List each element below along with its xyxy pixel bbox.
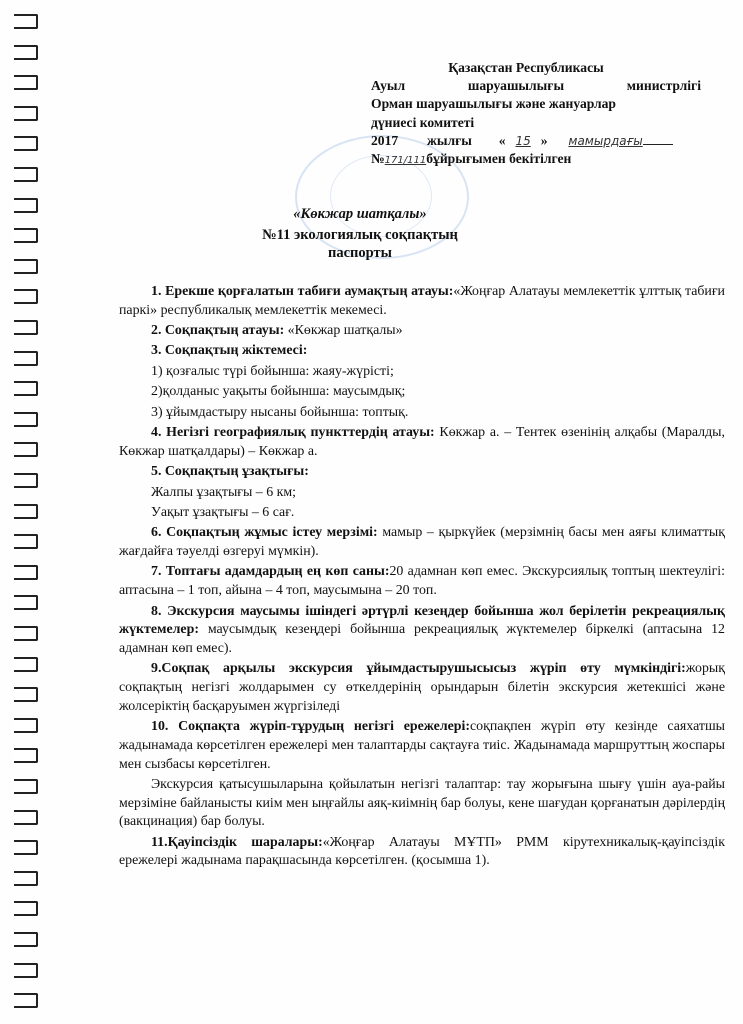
item-8: 8. Экскурсия маусымы ішіндегі әртүрлі кезеңдер бойынша жол берілетін рекреациялық жүктемелер: маусымдық кезеңдері бойынша рекреациялық жүктемелер біркелкі (аптасына 12 адамнан көп емес). (119, 603, 725, 656)
item-5: 5. Соқпақтың ұзақтығы: (151, 464, 309, 480)
binding-ring (14, 320, 38, 335)
item-3-line-3: 3) ұйымдастыру нысаны бойынша: топтық. (151, 404, 409, 420)
binding-ring (14, 136, 38, 151)
binding-ring (14, 963, 38, 978)
binding-ring (14, 228, 38, 243)
item-3-line-1: 1) қозғалыс түрі бойынша: жаяу-жүрісті; (151, 363, 394, 379)
binding-ring (14, 412, 38, 427)
binding-ring (14, 75, 38, 90)
binding-ring (14, 473, 38, 488)
binding-ring (14, 45, 38, 60)
ministry-line: Ауыл шаруашылығы министрлігі (371, 78, 701, 94)
binding-ring (14, 810, 38, 825)
item-5-line-1: Жалпы ұзақтығы – 6 км; (151, 484, 297, 500)
committee-line-2: дүниесі комитеті (371, 114, 475, 130)
handwritten-order-number: 171/111 (384, 155, 427, 167)
binding-ring (14, 840, 38, 855)
binding-ring (14, 289, 38, 304)
approval-block (371, 59, 701, 170)
binding-ring (14, 657, 38, 672)
item-11: 11.Қауіпсіздік шаралары:«Жоңғар Алатауы МҰТП» РММ кірутехникалық-қауіпсіздік ережелері жадынама парақшасында көрсетілген. (қосымша 1). (119, 834, 725, 869)
binding-ring (14, 932, 38, 947)
item-5-line-2: Уақыт ұзақтығы – 6 сағ. (151, 504, 295, 520)
binding-ring (14, 565, 38, 580)
binding-ring (14, 595, 38, 610)
item-7: 7. Топтағы адамдардың ең көп саны:20 адамнан көп емес. Экскурсиялық топтың шектеулігі: аптасына – 1 топ, айына – 4 топ, маусымына – 20 топ. (119, 564, 725, 599)
binding-ring (14, 871, 38, 886)
item-10-requirements: Экскурсия қатысушыларына қойылатын негізгі талаптар: тау жорығына шығу үшін ауа-райы мерзіміне байланысты киім мен ыңғайлы аяқ-киімнің бар болуы, кене шағудан қорғанатын дәрілердің (вакцинация) бар болуы. (119, 776, 725, 830)
binding-ring (14, 901, 38, 916)
binding-ring (14, 779, 38, 794)
binding-ring (14, 198, 38, 213)
spiral-binding (0, 0, 40, 1024)
item-4: 4. Негізгі географиялық пункттердің атауы: Көкжар а. – Тентек өзенінің алқабы (Маралды, Көкжар шатқалдары) – Көкжар а. (119, 425, 725, 459)
binding-ring (14, 167, 38, 182)
order-line: №171/111бұйрығымен бекітілген (371, 151, 572, 167)
binding-ring (14, 748, 38, 763)
passport-title-line2: паспорты (328, 245, 392, 261)
binding-ring (14, 626, 38, 641)
passport-title-line1: №11 экологиялық соқпақтың (262, 227, 458, 243)
binding-ring (14, 14, 38, 29)
binding-ring (14, 442, 38, 457)
item-2: 2. Соқпақтың атауы: «Көкжар шатқалы» (151, 323, 403, 339)
binding-ring (14, 504, 38, 519)
binding-ring (14, 687, 38, 702)
item-9: 9.Соқпақ арқылы экскурсия ұйымдастырушысысыз жүріп өту мүмкіндігі:жорық соқпақтың негізгі жолдарымен су өткелдерінің орындарын білетін экскурсия жетекшісі және жолсеріктің басқаруымен жүргізіледі (119, 661, 725, 714)
committee-line-1: Орман шаруашылығы және жануарлар (371, 96, 616, 112)
binding-ring (14, 993, 38, 1008)
passport-body (119, 283, 725, 873)
country-name: Қазақстан Республикасы (448, 60, 604, 75)
handwritten-month: мамырдағы (568, 133, 643, 148)
binding-ring (14, 351, 38, 366)
binding-ring (14, 534, 38, 549)
item-3: 3. Соқпақтың жіктемесі: (151, 343, 308, 359)
binding-ring (14, 381, 38, 396)
item-10: 10. Соқпақта жүріп-тұрудың негізгі ережелері:соқпақпен жүріп өту кезінде саяхатшы жадынамада көрсетілген ережелері мен талаптарды сақтауға тиіс. Жадынамада маршруттың жоспары мен сызбасы көрсетілген. (119, 719, 725, 772)
item-1: 1. Ерекше қорғалатын табиғи аумақтың атауы:«Жоңғар Алатауы мемлекеттік ұлттық табиғи паркі» республикалық мемлекеттік мекемесі. (119, 284, 725, 318)
item-3-line-2: 2)қолданыс уақыты бойынша: маусымдық; (151, 384, 406, 400)
binding-ring (14, 259, 38, 274)
binding-ring (14, 718, 38, 733)
item-6: 6. Соқпақтың жұмыс істеу мерзімі: мамыр – қыркүйек (мерзімнің басы мен аяғы климаттық жағдайға тәуелді өзгеруі мүмкін). (119, 525, 725, 560)
binding-ring (14, 106, 38, 121)
trail-title: «Көкжар шатқалы» (293, 206, 427, 222)
handwritten-day: 15 (515, 133, 531, 148)
date-line: 2017 жылғы « 15 » мамырдағы (371, 132, 701, 150)
